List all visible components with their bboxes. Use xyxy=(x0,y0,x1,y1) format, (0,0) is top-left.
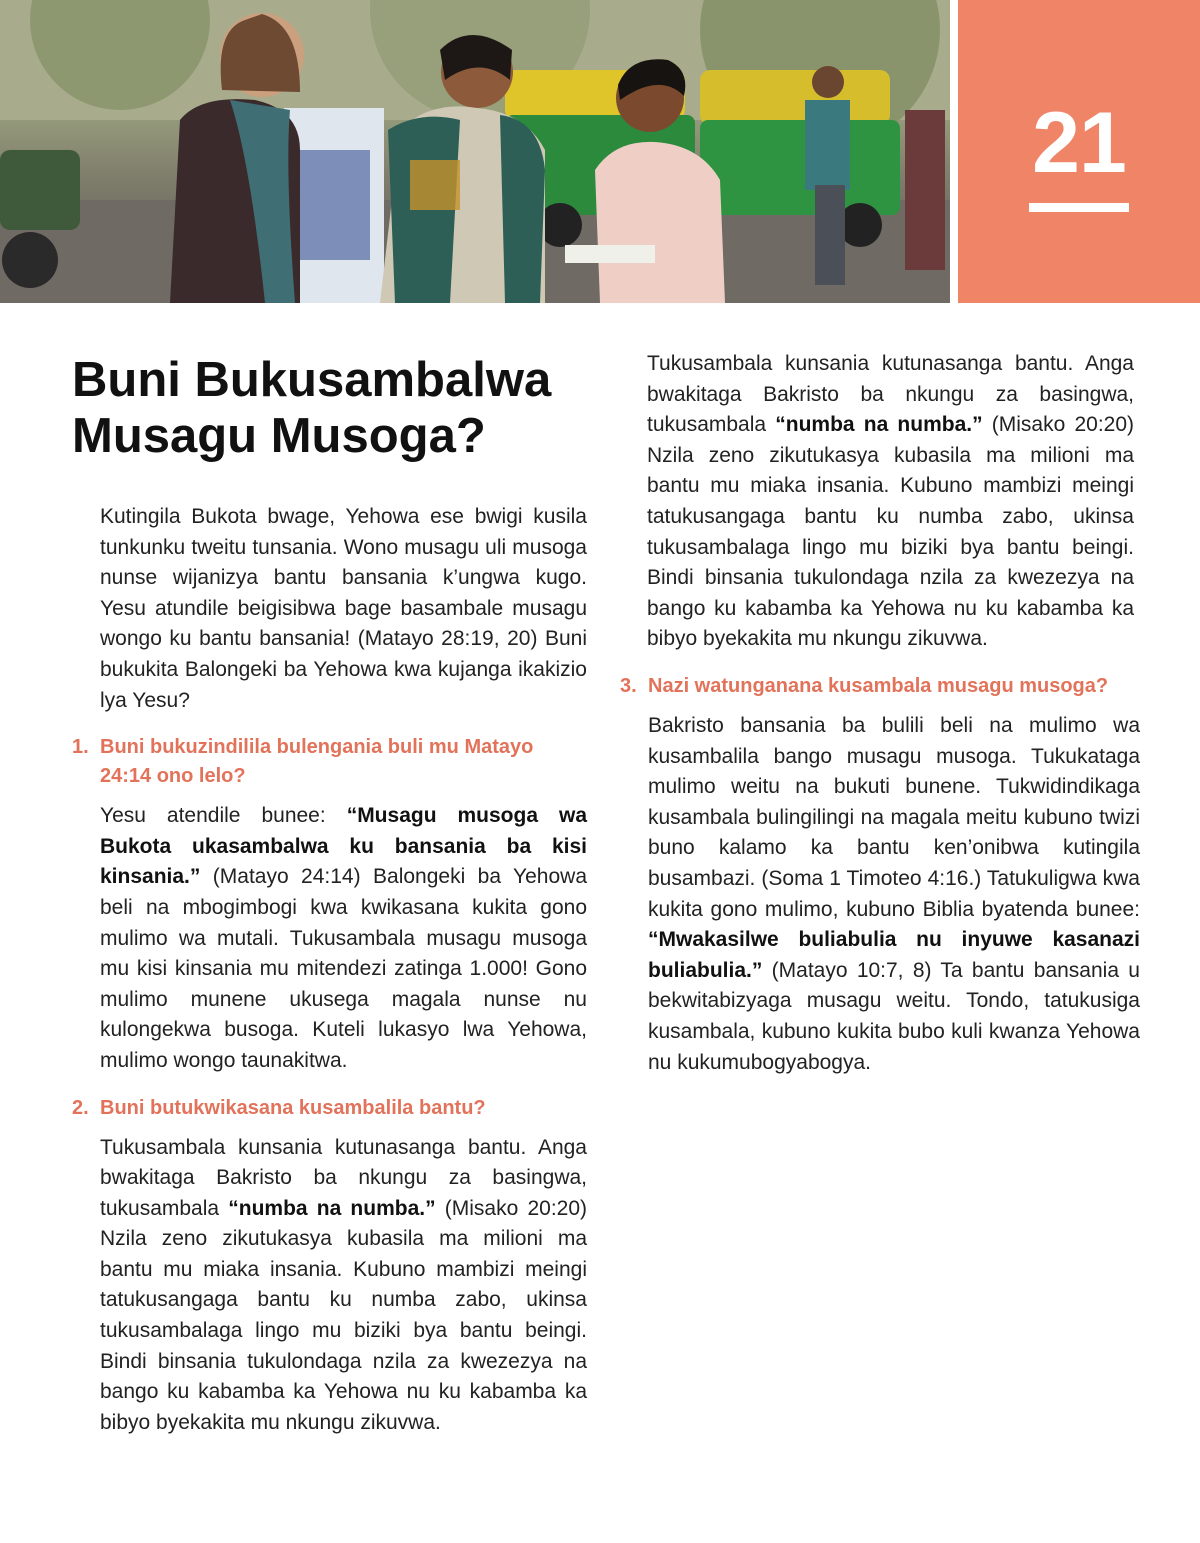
intro-paragraph: Kutingila Bukota bwage, Yehowa ese bwigi kusila tunkunku tweitu tunsania. Wono musagu uli musoga nunse wijanizya bantu bansania k’ungwa kugo. Yesu atundile beigisibwa bage basambale musagu wongo ku bantu bansania! (Matayo 28:19, 20) Buni bukukita Balongeki ba Yehowa kwa kujanga ikakizio lya Yesu? xyxy=(100,505,587,712)
question-1 xyxy=(72,733,587,791)
header-photo xyxy=(0,0,950,303)
lesson-number-underline xyxy=(1029,203,1129,212)
question-1-number: 1. xyxy=(72,736,89,759)
question-2-text: Buni butukwikasana kusambalila bantu? xyxy=(100,1096,486,1119)
question-1-text: Buni bukuzindilila bulengania buli mu Matayo 24:14 ono lelo? xyxy=(100,736,534,788)
answer-2-text-a: Tukusambala kunsania kutunasanga bantu. Anga bwakitaga Bakristo ba nkungu za basingwa, tukusambala xyxy=(100,1135,587,1220)
question-2-number: 2. xyxy=(72,1096,89,1119)
answer-2-continuation xyxy=(647,352,1140,655)
right-column xyxy=(620,352,1140,1095)
answer-2-text-c: (Misako 20:20) Nzila zeno zikutukasya kubasila ma milioni ma bantu mu miaka insania. Kubuno mambizi meingi tatukusangaga bantu ku numba zabo, ukinsa tukusambalaga lingo mu biziki bya bantu beingi. Bindi binsania tukulondaga nzila za kwezezya na bango ku kabamba ka Yehowa nu ku kabamba ka bibyo byekakita mu nkungu zikuvwa. xyxy=(100,1196,588,1434)
lesson-number-box xyxy=(958,0,1200,303)
answer-2-quote: “numba na numba.” xyxy=(228,1196,436,1220)
street-preaching-photo xyxy=(0,0,950,303)
answer-3-text-c: (Matayo 10:7, 8) Ta bantu bansania u bekwitabizyaga musagu weitu. Tondo, tatukusiga kusambala, kubuno kukita bubo kuli kwanza Yehowa nu kukumubogyabogya. xyxy=(648,958,1140,1074)
question-3-number: 3. xyxy=(620,675,637,697)
answer-3-paragraph xyxy=(648,711,1140,1078)
answer-1-text-c: (Matayo 24:14) Balongeki ba Yehowa beli na mbogimbogi kwa kwikasana kukita gono mulimo wa mutali. Tukusambala musagu musoga mu kisi kinsania mu mitendezi zatinga 1.000! Gono mulimo munene ukusega magala nunse nu kulongekwa busoga. Kuteli lukasyo lwa Yehowa, mulimo wongo taunakitwa. xyxy=(100,865,587,1072)
answer-2-cont-quote: “numba na numba.” xyxy=(775,413,983,437)
answer-1-quote: “Musagu musoga wa Bukota ukasambalwa ku bansania ba kisi kinsania.” xyxy=(100,804,588,889)
answer-1-text-a: Yesu atendile bunee: xyxy=(100,804,347,828)
answer-3-quote: “Mwakasilwe buliabulia nu inyuwe kasanazi buliabulia.” xyxy=(648,928,1140,982)
page-title: Buni Bukusambalwa Musagu Musoga? xyxy=(72,353,552,463)
answer-2-cont-text-c: (Misako 20:20) Nzila zeno zikutukasya kubasila ma milioni ma bantu mu miaka insania. Kubuno mambizi meingi tatukusangaga bantu ku numba zabo, ukinsa tukusambalaga lingo mu biziki bya bantu beingi. Bindi binsania tukulondaga nzila za kwezezya na bango ku kabamba ka Yehowa nu ku kabamba ka bibyo byekakita mu nkungu zikuvwa. xyxy=(647,413,1135,651)
question-3 xyxy=(620,672,1140,701)
answer-3-text-a: Bakristo bansania ba bulili beli na mulimo wa kusambalila bango musagu musoga. Tukukataga mulimo weitu na bukuti bunene. Tukwidindikaga kusambala bulingilingi na magala meitu kubuno twizi buno kalamo ka bantu ken’onibwa kutingila busambazi. (Soma 1 Timoteo 4:16.) Tatukuligwa kwa kukita gono mulimo, kubuno Biblia byatenda bunee: xyxy=(648,714,1140,921)
answer-1-paragraph xyxy=(100,801,587,1076)
answer-2-cont-text-a: Tukusambala kunsania kutunasanga bantu. Anga bwakitaga Bakristo ba nkungu za basingwa, tukusambala xyxy=(647,352,1134,437)
left-column xyxy=(72,502,588,1434)
lesson-number: 21 xyxy=(1032,95,1126,191)
answer-2-paragraph xyxy=(100,1133,588,1434)
question-3-text: Nazi watunganana kusambala musagu musoga? xyxy=(648,675,1109,697)
question-2 xyxy=(72,1094,587,1123)
